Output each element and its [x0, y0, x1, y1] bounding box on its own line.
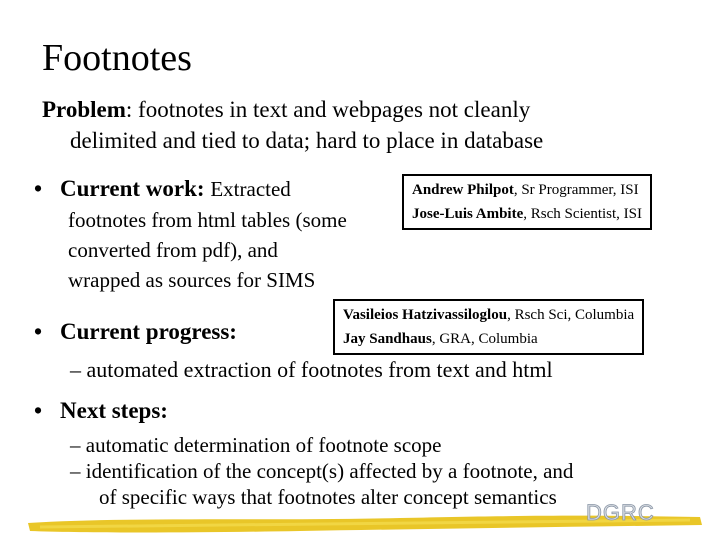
- person-name: Jay Sandhaus: [343, 331, 432, 347]
- list-item: [70, 458, 573, 484]
- dgrc-logo: [584, 498, 664, 531]
- person-role: , Rsch Sci, Columbia: [507, 307, 635, 323]
- people-box-columbia: [333, 299, 644, 355]
- next-steps-bullet: [34, 396, 168, 426]
- person-name: Andrew Philpot: [412, 182, 514, 198]
- current-work-line-4: wrapped as sources for SIMS: [68, 268, 316, 292]
- dash-marker: –: [70, 459, 81, 483]
- people-box-isi: [402, 174, 652, 230]
- person-name: Vasileios Hatzivassiloglou: [343, 307, 508, 323]
- list-item: [70, 356, 553, 384]
- list-item-text: automatic determination of footnote scope: [85, 433, 442, 457]
- current-work-bullet: [34, 174, 291, 204]
- problem-label: Problem: [42, 97, 126, 122]
- current-work-body: [68, 205, 347, 295]
- current-work-line-3: converted from pdf), and: [68, 238, 278, 262]
- logo-text: DGRC: [586, 500, 655, 525]
- problem-text-2: delimited and tied to data; hard to place in database: [70, 128, 544, 153]
- next-steps-list: [70, 432, 573, 510]
- slide-title: Footnotes: [42, 37, 192, 79]
- problem-statement: [42, 94, 682, 156]
- current-work-line-1: Extracted: [210, 177, 291, 201]
- logo-graphic: [584, 498, 664, 526]
- person-role: , Rsch Scientist, ISI: [523, 206, 643, 222]
- current-progress-list: [70, 356, 553, 384]
- bullet-marker: •: [34, 319, 43, 344]
- person-role: , Sr Programmer, ISI: [513, 182, 639, 198]
- current-work-line-2: footnotes from html tables (some: [68, 208, 347, 232]
- bullet-marker: •: [34, 176, 43, 201]
- problem-text-1: : footnotes in text and webpages not cleanly: [125, 97, 531, 122]
- current-progress-label: Current progress:: [60, 319, 237, 344]
- current-work-label: Current work:: [60, 176, 205, 201]
- dash-marker: –: [70, 357, 81, 382]
- list-item-text: identification of the concept(s) affected by a footnote, and: [85, 459, 574, 483]
- person-role: , GRA, Columbia: [431, 331, 538, 347]
- list-item: [70, 432, 573, 458]
- current-progress-bullet: [34, 317, 237, 347]
- list-item-continuation: of specific ways that footnotes alter concept semantics: [99, 485, 557, 509]
- dash-marker: –: [70, 433, 81, 457]
- next-steps-label: Next steps:: [60, 398, 168, 423]
- person-name: Jose-Luis Ambite: [412, 206, 524, 222]
- bullet-marker: •: [34, 398, 43, 423]
- list-item-text: automated extraction of footnotes from text and html: [86, 357, 553, 382]
